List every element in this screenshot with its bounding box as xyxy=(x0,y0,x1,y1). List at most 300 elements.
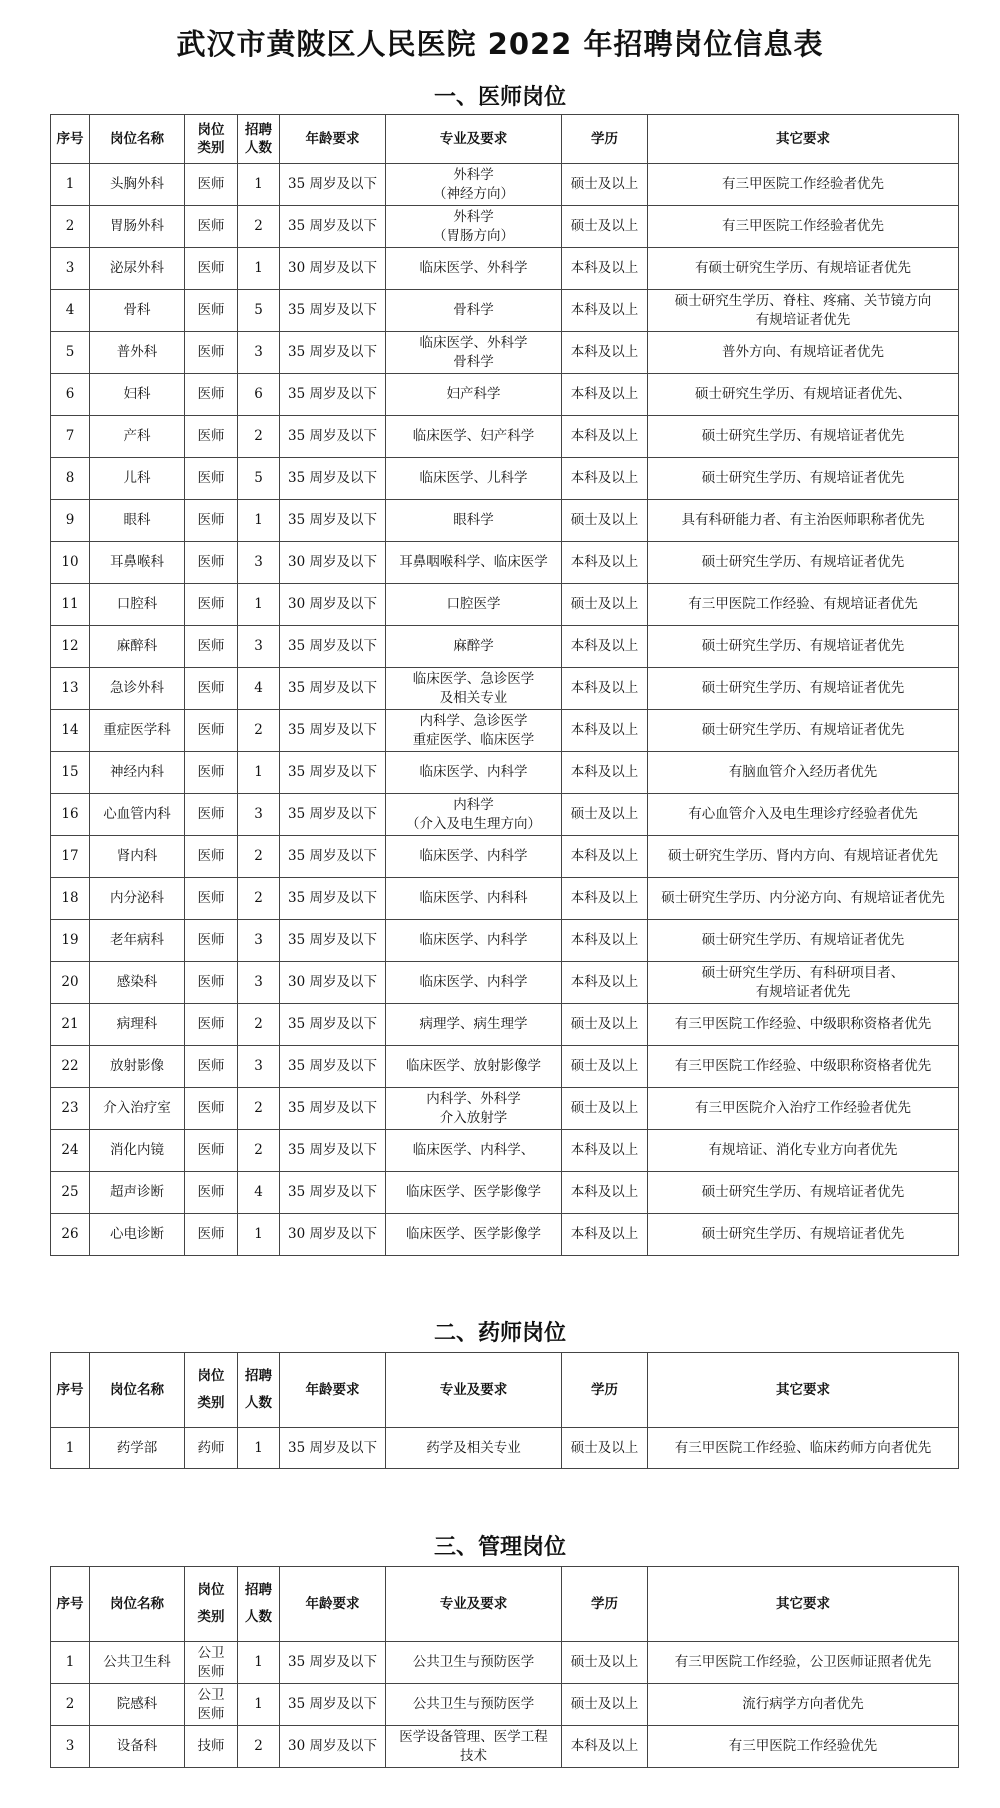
cell-name: 感染科 xyxy=(90,962,185,1004)
cell-age: 30 周岁及以下 xyxy=(280,584,386,626)
page-title: 武汉市黄陂区人民医院 2022 年招聘岗位信息表 xyxy=(176,27,824,61)
cell-age: 35 周岁及以下 xyxy=(280,920,386,962)
cell-edu: 本科及以上 xyxy=(562,290,648,332)
cell-count: 1 xyxy=(238,500,280,542)
cell-name: 介入治疗室 xyxy=(90,1088,185,1130)
cell-no: 1 xyxy=(51,1642,90,1684)
table-row xyxy=(51,1004,959,1046)
header-row xyxy=(51,115,959,164)
cell-age: 35 周岁及以下 xyxy=(280,1684,386,1726)
cell-count: 1 xyxy=(238,1642,280,1684)
cell-edu: 硕士及以上 xyxy=(562,1684,648,1726)
table-management xyxy=(50,1566,959,1768)
cell-name: 消化内镜 xyxy=(90,1130,185,1172)
cell-type: 公卫 医师 xyxy=(185,1642,238,1684)
cell-other: 硕士研究生学历、有规培证者优先 xyxy=(648,416,959,458)
cell-major: 临床医学、急诊医学 及相关专业 xyxy=(386,668,562,710)
cell-no: 2 xyxy=(51,1684,90,1726)
cell-no: 6 xyxy=(51,374,90,416)
cell-other: 硕士研究生学历、有规培证者优先 xyxy=(648,1214,959,1256)
header-name: 岗位名称 xyxy=(90,1567,185,1642)
cell-edu: 硕士及以上 xyxy=(562,500,648,542)
cell-type: 医师 xyxy=(185,1130,238,1172)
table-physician xyxy=(50,114,959,1256)
table-row xyxy=(51,836,959,878)
cell-major: 内科学 （介入及电生理方向） xyxy=(386,794,562,836)
cell-type: 医师 xyxy=(185,836,238,878)
cell-edu: 本科及以上 xyxy=(562,416,648,458)
cell-count: 4 xyxy=(238,668,280,710)
cell-name: 泌尿外科 xyxy=(90,248,185,290)
cell-type: 医师 xyxy=(185,332,238,374)
table-row xyxy=(51,1428,959,1469)
cell-no: 10 xyxy=(51,542,90,584)
cell-edu: 本科及以上 xyxy=(562,710,648,752)
header-age: 年龄要求 xyxy=(280,115,386,164)
cell-count: 2 xyxy=(238,1004,280,1046)
cell-name: 耳鼻喉科 xyxy=(90,542,185,584)
cell-name: 老年病科 xyxy=(90,920,185,962)
cell-type: 医师 xyxy=(185,752,238,794)
cell-count: 5 xyxy=(238,458,280,500)
cell-major: 临床医学、内科学 xyxy=(386,962,562,1004)
cell-type: 医师 xyxy=(185,248,238,290)
table-row xyxy=(51,584,959,626)
cell-type: 医师 xyxy=(185,500,238,542)
cell-edu: 硕士及以上 xyxy=(562,206,648,248)
cell-name: 内分泌科 xyxy=(90,878,185,920)
cell-type: 医师 xyxy=(185,584,238,626)
header-name: 岗位名称 xyxy=(90,1353,185,1428)
cell-no: 14 xyxy=(51,710,90,752)
cell-no: 8 xyxy=(51,458,90,500)
section-title-management: 三、管理岗位 xyxy=(433,1535,566,1560)
cell-count: 2 xyxy=(238,1726,280,1768)
table-row xyxy=(51,1088,959,1130)
cell-no: 15 xyxy=(51,752,90,794)
cell-major: 临床医学、放射影像学 xyxy=(386,1046,562,1088)
table-row xyxy=(51,1046,959,1088)
table-row xyxy=(51,878,959,920)
cell-type: 医师 xyxy=(185,668,238,710)
cell-type: 药师 xyxy=(185,1428,238,1469)
cell-no: 25 xyxy=(51,1172,90,1214)
cell-name: 心血管内科 xyxy=(90,794,185,836)
cell-major: 临床医学、内科科 xyxy=(386,878,562,920)
cell-name: 眼科 xyxy=(90,500,185,542)
header-other: 其它要求 xyxy=(648,1353,959,1428)
cell-edu: 本科及以上 xyxy=(562,248,648,290)
cell-other: 有三甲医院工作经验、中级职称资格者优先 xyxy=(648,1046,959,1088)
cell-type: 医师 xyxy=(185,374,238,416)
cell-count: 2 xyxy=(238,206,280,248)
table-row xyxy=(51,1214,959,1256)
cell-major: 公共卫生与预防医学 xyxy=(386,1684,562,1726)
cell-type: 医师 xyxy=(185,962,238,1004)
cell-type: 医师 xyxy=(185,164,238,206)
cell-name: 骨科 xyxy=(90,290,185,332)
cell-count: 3 xyxy=(238,920,280,962)
cell-age: 30 周岁及以下 xyxy=(280,542,386,584)
cell-other: 有三甲医院工作经验、中级职称资格者优先 xyxy=(648,1004,959,1046)
cell-name: 重症医学科 xyxy=(90,710,185,752)
cell-major: 病理学、病生理学 xyxy=(386,1004,562,1046)
cell-name: 公共卫生科 xyxy=(90,1642,185,1684)
cell-edu: 本科及以上 xyxy=(562,542,648,584)
cell-edu: 硕士及以上 xyxy=(562,1428,648,1469)
cell-major: 麻醉学 xyxy=(386,626,562,668)
cell-name: 设备科 xyxy=(90,1726,185,1768)
cell-major: 耳鼻咽喉科学、临床医学 xyxy=(386,542,562,584)
cell-major: 口腔医学 xyxy=(386,584,562,626)
cell-age: 35 周岁及以下 xyxy=(280,626,386,668)
table-row xyxy=(51,1642,959,1684)
cell-other: 硕士研究生学历、脊柱、疼痛、关节镜方向 有规培证者优先 xyxy=(648,290,959,332)
header-other: 其它要求 xyxy=(648,115,959,164)
cell-type: 公卫 医师 xyxy=(185,1684,238,1726)
cell-age: 30 周岁及以下 xyxy=(280,962,386,1004)
cell-other: 硕士研究生学历、有规培证者优先 xyxy=(648,668,959,710)
cell-name: 病理科 xyxy=(90,1004,185,1046)
cell-no: 9 xyxy=(51,500,90,542)
cell-edu: 硕士及以上 xyxy=(562,1004,648,1046)
cell-type: 医师 xyxy=(185,416,238,458)
header-no: 序号 xyxy=(51,1353,90,1428)
cell-count: 1 xyxy=(238,248,280,290)
cell-age: 35 周岁及以下 xyxy=(280,416,386,458)
cell-edu: 本科及以上 xyxy=(562,1726,648,1768)
cell-major: 临床医学、内科学 xyxy=(386,836,562,878)
cell-other: 有三甲医院工作经验，公卫医师证照者优先 xyxy=(648,1642,959,1684)
header-count: 招聘 人数 xyxy=(238,1567,280,1642)
cell-count: 1 xyxy=(238,1684,280,1726)
cell-major: 外科学 （胃肠方向） xyxy=(386,206,562,248)
cell-edu: 本科及以上 xyxy=(562,752,648,794)
cell-edu: 本科及以上 xyxy=(562,920,648,962)
cell-count: 4 xyxy=(238,1172,280,1214)
cell-other: 硕士研究生学历、有规培证者优先 xyxy=(648,1172,959,1214)
cell-count: 3 xyxy=(238,542,280,584)
cell-edu: 硕士及以上 xyxy=(562,1088,648,1130)
cell-major: 临床医学、医学影像学 xyxy=(386,1172,562,1214)
header-row xyxy=(51,1353,959,1428)
cell-no: 13 xyxy=(51,668,90,710)
cell-edu: 本科及以上 xyxy=(562,1214,648,1256)
cell-no: 16 xyxy=(51,794,90,836)
table-row xyxy=(51,542,959,584)
cell-edu: 本科及以上 xyxy=(562,626,648,668)
cell-type: 医师 xyxy=(185,542,238,584)
cell-count: 2 xyxy=(238,416,280,458)
cell-count: 1 xyxy=(238,164,280,206)
header-edu: 学历 xyxy=(562,1567,648,1642)
cell-no: 5 xyxy=(51,332,90,374)
cell-no: 11 xyxy=(51,584,90,626)
header-major: 专业及要求 xyxy=(386,1567,562,1642)
cell-age: 35 周岁及以下 xyxy=(280,668,386,710)
header-age: 年龄要求 xyxy=(280,1353,386,1428)
table-row xyxy=(51,416,959,458)
cell-age: 30 周岁及以下 xyxy=(280,1214,386,1256)
cell-other: 硕士研究生学历、有规培证者优先 xyxy=(648,920,959,962)
header-major: 专业及要求 xyxy=(386,1353,562,1428)
cell-count: 3 xyxy=(238,962,280,1004)
cell-major: 药学及相关专业 xyxy=(386,1428,562,1469)
cell-count: 2 xyxy=(238,836,280,878)
cell-age: 30 周岁及以下 xyxy=(280,248,386,290)
cell-name: 心电诊断 xyxy=(90,1214,185,1256)
cell-other: 具有科研能力者、有主治医师职称者优先 xyxy=(648,500,959,542)
cell-edu: 本科及以上 xyxy=(562,1130,648,1172)
cell-major: 妇产科学 xyxy=(386,374,562,416)
cell-age: 35 周岁及以下 xyxy=(280,1046,386,1088)
cell-name: 院感科 xyxy=(90,1684,185,1726)
cell-major: 临床医学、儿科学 xyxy=(386,458,562,500)
cell-type: 医师 xyxy=(185,206,238,248)
table-row xyxy=(51,1684,959,1726)
cell-count: 2 xyxy=(238,878,280,920)
cell-name: 胃肠外科 xyxy=(90,206,185,248)
cell-edu: 本科及以上 xyxy=(562,458,648,500)
cell-other: 有三甲医院工作经验、有规培证者优先 xyxy=(648,584,959,626)
cell-name: 产科 xyxy=(90,416,185,458)
cell-major: 内科学、急诊医学 重症医学、临床医学 xyxy=(386,710,562,752)
cell-other: 硕士研究生学历、有科研项目者、 有规培证者优先 xyxy=(648,962,959,1004)
cell-edu: 本科及以上 xyxy=(562,668,648,710)
table-row xyxy=(51,332,959,374)
cell-name: 急诊外科 xyxy=(90,668,185,710)
header-no: 序号 xyxy=(51,1567,90,1642)
cell-edu: 本科及以上 xyxy=(562,1172,648,1214)
cell-other: 流行病学方向者优先 xyxy=(648,1684,959,1726)
cell-other: 硕士研究生学历、有规培证者优先 xyxy=(648,542,959,584)
cell-no: 12 xyxy=(51,626,90,668)
cell-no: 4 xyxy=(51,290,90,332)
cell-no: 3 xyxy=(51,248,90,290)
cell-no: 22 xyxy=(51,1046,90,1088)
cell-major: 临床医学、医学影像学 xyxy=(386,1214,562,1256)
cell-no: 18 xyxy=(51,878,90,920)
cell-type: 医师 xyxy=(185,920,238,962)
cell-no: 1 xyxy=(51,164,90,206)
cell-no: 3 xyxy=(51,1726,90,1768)
table-row xyxy=(51,1130,959,1172)
cell-age: 30 周岁及以下 xyxy=(280,1726,386,1768)
table-row xyxy=(51,710,959,752)
header-type: 岗位 类别 xyxy=(185,1353,238,1428)
cell-major: 临床医学、内科学 xyxy=(386,920,562,962)
cell-age: 35 周岁及以下 xyxy=(280,836,386,878)
table-row xyxy=(51,668,959,710)
header-type: 岗位 类别 xyxy=(185,1567,238,1642)
table-row xyxy=(51,1172,959,1214)
header-edu: 学历 xyxy=(562,115,648,164)
cell-edu: 本科及以上 xyxy=(562,332,648,374)
cell-edu: 硕士及以上 xyxy=(562,164,648,206)
cell-count: 2 xyxy=(238,1088,280,1130)
cell-other: 普外方向、有规培证者优先 xyxy=(648,332,959,374)
cell-count: 2 xyxy=(238,1130,280,1172)
cell-other: 硕士研究生学历、肾内方向、有规培证者优先 xyxy=(648,836,959,878)
cell-no: 23 xyxy=(51,1088,90,1130)
cell-other: 有心血管介入及电生理诊疗经验者优先 xyxy=(648,794,959,836)
cell-count: 2 xyxy=(238,710,280,752)
cell-name: 妇科 xyxy=(90,374,185,416)
cell-age: 35 周岁及以下 xyxy=(280,1088,386,1130)
cell-edu: 本科及以上 xyxy=(562,962,648,1004)
cell-count: 3 xyxy=(238,1046,280,1088)
cell-age: 35 周岁及以下 xyxy=(280,206,386,248)
cell-major: 骨科学 xyxy=(386,290,562,332)
cell-major: 外科学 （神经方向） xyxy=(386,164,562,206)
cell-age: 35 周岁及以下 xyxy=(280,374,386,416)
cell-name: 神经内科 xyxy=(90,752,185,794)
cell-major: 临床医学、妇产科学 xyxy=(386,416,562,458)
cell-name: 口腔科 xyxy=(90,584,185,626)
cell-age: 35 周岁及以下 xyxy=(280,752,386,794)
header-major: 专业及要求 xyxy=(386,115,562,164)
header-row xyxy=(51,1567,959,1642)
table-row xyxy=(51,458,959,500)
header-edu: 学历 xyxy=(562,1353,648,1428)
cell-major: 医学设备管理、医学工程 技术 xyxy=(386,1726,562,1768)
cell-major: 公共卫生与预防医学 xyxy=(386,1642,562,1684)
table-row xyxy=(51,290,959,332)
header-count: 招聘 人数 xyxy=(238,1353,280,1428)
table-row xyxy=(51,374,959,416)
cell-age: 35 周岁及以下 xyxy=(280,290,386,332)
cell-age: 35 周岁及以下 xyxy=(280,878,386,920)
cell-age: 35 周岁及以下 xyxy=(280,710,386,752)
cell-count: 6 xyxy=(238,374,280,416)
section-title-pharmacist: 二、药师岗位 xyxy=(433,1321,566,1346)
cell-other: 有脑血管介入经历者优先 xyxy=(648,752,959,794)
cell-type: 技师 xyxy=(185,1726,238,1768)
cell-other: 有三甲医院工作经验者优先 xyxy=(648,164,959,206)
cell-type: 医师 xyxy=(185,290,238,332)
cell-count: 1 xyxy=(238,752,280,794)
table-row xyxy=(51,500,959,542)
cell-other: 硕士研究生学历、内分泌方向、有规培证者优先 xyxy=(648,878,959,920)
cell-major: 内科学、外科学 介入放射学 xyxy=(386,1088,562,1130)
cell-count: 3 xyxy=(238,626,280,668)
cell-major: 临床医学、内科学 xyxy=(386,752,562,794)
cell-age: 35 周岁及以下 xyxy=(280,794,386,836)
cell-count: 3 xyxy=(238,332,280,374)
cell-major: 临床医学、内科学、 xyxy=(386,1130,562,1172)
cell-name: 普外科 xyxy=(90,332,185,374)
header-type: 岗位 类别 xyxy=(185,115,238,164)
cell-type: 医师 xyxy=(185,794,238,836)
cell-edu: 硕士及以上 xyxy=(562,1046,648,1088)
cell-name: 头胸外科 xyxy=(90,164,185,206)
header-count: 招聘 人数 xyxy=(238,115,280,164)
cell-type: 医师 xyxy=(185,878,238,920)
cell-other: 有硕士研究生学历、有规培证者优先 xyxy=(648,248,959,290)
cell-type: 医师 xyxy=(185,1214,238,1256)
cell-other: 有规培证、消化专业方向者优先 xyxy=(648,1130,959,1172)
cell-type: 医师 xyxy=(185,458,238,500)
cell-no: 2 xyxy=(51,206,90,248)
table-row xyxy=(51,248,959,290)
cell-no: 24 xyxy=(51,1130,90,1172)
table-row xyxy=(51,752,959,794)
cell-name: 放射影像 xyxy=(90,1046,185,1088)
cell-name: 药学部 xyxy=(90,1428,185,1469)
header-no: 序号 xyxy=(51,115,90,164)
cell-other: 硕士研究生学历、有规培证者优先 xyxy=(648,626,959,668)
cell-name: 麻醉科 xyxy=(90,626,185,668)
cell-type: 医师 xyxy=(185,1046,238,1088)
cell-type: 医师 xyxy=(185,1004,238,1046)
cell-no: 17 xyxy=(51,836,90,878)
header-name: 岗位名称 xyxy=(90,115,185,164)
cell-age: 35 周岁及以下 xyxy=(280,164,386,206)
cell-no: 21 xyxy=(51,1004,90,1046)
table-row xyxy=(51,626,959,668)
table-row xyxy=(51,920,959,962)
cell-edu: 本科及以上 xyxy=(562,836,648,878)
cell-age: 35 周岁及以下 xyxy=(280,1172,386,1214)
cell-no: 20 xyxy=(51,962,90,1004)
cell-type: 医师 xyxy=(185,1088,238,1130)
cell-count: 5 xyxy=(238,290,280,332)
cell-no: 7 xyxy=(51,416,90,458)
cell-type: 医师 xyxy=(185,626,238,668)
cell-type: 医师 xyxy=(185,1172,238,1214)
cell-edu: 硕士及以上 xyxy=(562,584,648,626)
cell-no: 1 xyxy=(51,1428,90,1469)
header-other: 其它要求 xyxy=(648,1567,959,1642)
cell-age: 35 周岁及以下 xyxy=(280,1130,386,1172)
cell-edu: 本科及以上 xyxy=(562,878,648,920)
cell-other: 有三甲医院工作经验、临床药师方向者优先 xyxy=(648,1428,959,1469)
cell-major: 眼科学 xyxy=(386,500,562,542)
cell-other: 有三甲医院介入治疗工作经验者优先 xyxy=(648,1088,959,1130)
cell-edu: 本科及以上 xyxy=(562,374,648,416)
table-row xyxy=(51,794,959,836)
cell-name: 肾内科 xyxy=(90,836,185,878)
cell-age: 35 周岁及以下 xyxy=(280,1428,386,1469)
cell-other: 有三甲医院工作经验者优先 xyxy=(648,206,959,248)
table-row xyxy=(51,1726,959,1768)
table-row xyxy=(51,206,959,248)
cell-age: 35 周岁及以下 xyxy=(280,1642,386,1684)
cell-other: 硕士研究生学历、有规培证者优先 xyxy=(648,458,959,500)
cell-age: 35 周岁及以下 xyxy=(280,332,386,374)
cell-age: 35 周岁及以下 xyxy=(280,458,386,500)
cell-count: 1 xyxy=(238,1214,280,1256)
cell-major: 临床医学、外科学 骨科学 xyxy=(386,332,562,374)
header-age: 年龄要求 xyxy=(280,1567,386,1642)
section-title-physician: 一、医师岗位 xyxy=(433,85,566,110)
cell-no: 26 xyxy=(51,1214,90,1256)
cell-edu: 硕士及以上 xyxy=(562,1642,648,1684)
cell-other: 硕士研究生学历、有规培证者优先、 xyxy=(648,374,959,416)
cell-age: 35 周岁及以下 xyxy=(280,500,386,542)
cell-major: 临床医学、外科学 xyxy=(386,248,562,290)
cell-edu: 硕士及以上 xyxy=(562,794,648,836)
cell-age: 35 周岁及以下 xyxy=(280,1004,386,1046)
cell-type: 医师 xyxy=(185,710,238,752)
cell-name: 儿科 xyxy=(90,458,185,500)
cell-count: 1 xyxy=(238,1428,280,1469)
cell-other: 硕士研究生学历、有规培证者优先 xyxy=(648,710,959,752)
cell-other: 有三甲医院工作经验优先 xyxy=(648,1726,959,1768)
table-row xyxy=(51,164,959,206)
cell-count: 1 xyxy=(238,584,280,626)
cell-no: 19 xyxy=(51,920,90,962)
